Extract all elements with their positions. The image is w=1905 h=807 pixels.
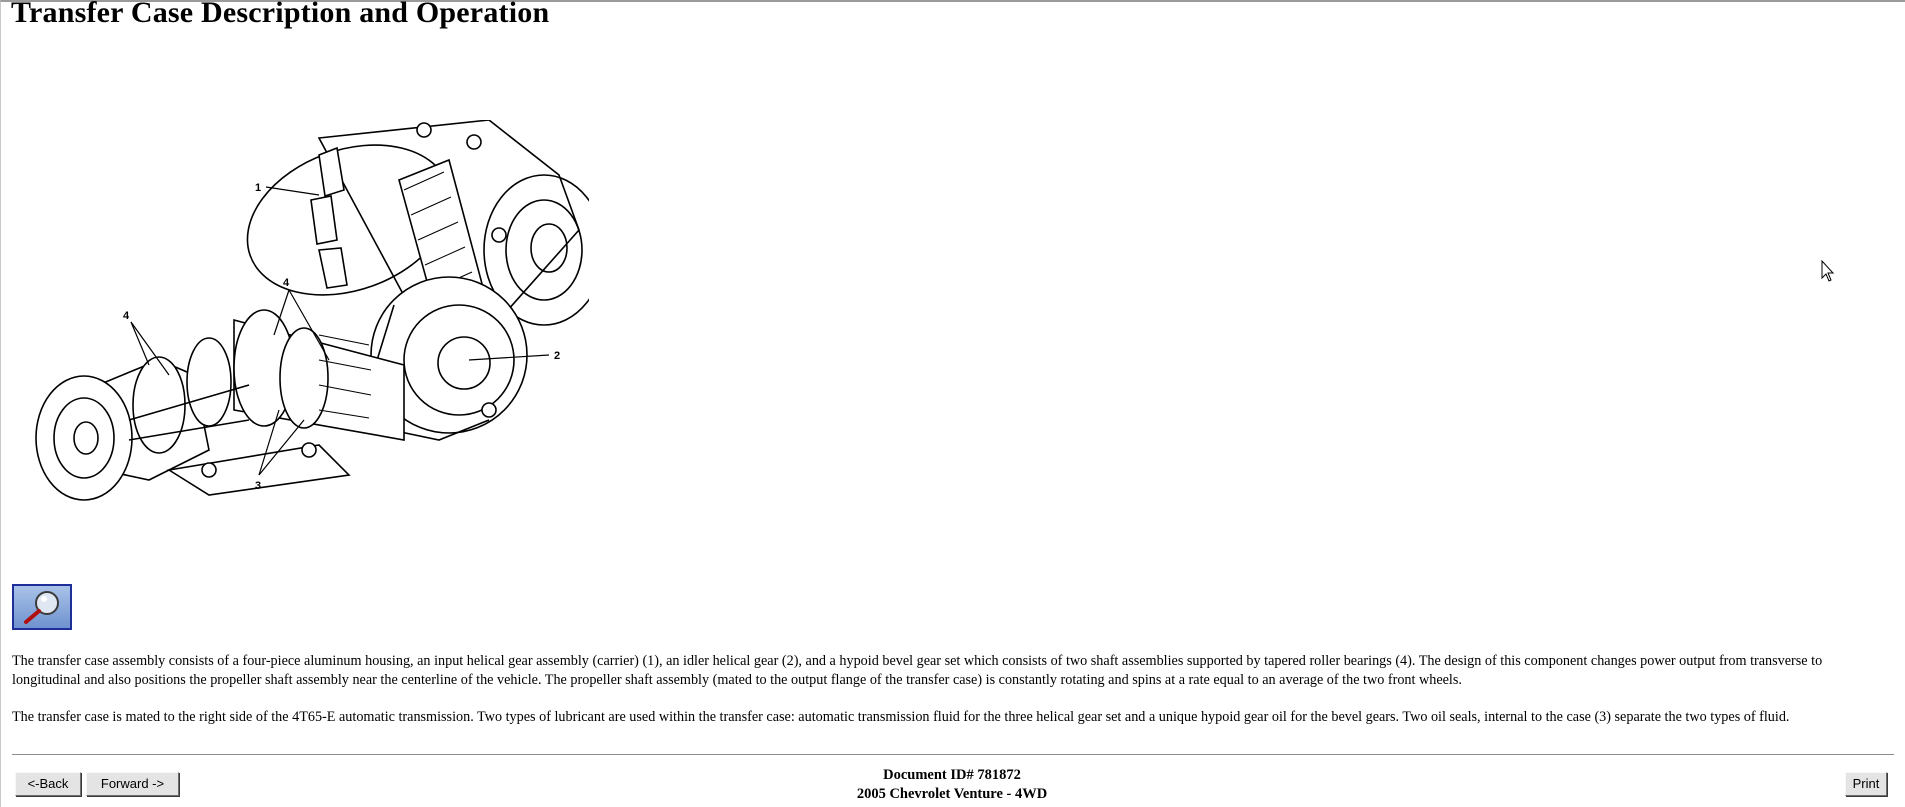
callout-2: 2 — [554, 350, 561, 362]
forward-button[interactable]: Forward -> — [86, 772, 179, 796]
zoom-image-button[interactable] — [12, 584, 72, 630]
transfer-case-illustration — [19, 120, 589, 525]
back-button[interactable]: <-Back — [15, 772, 81, 796]
callout-4-center: 4 — [283, 277, 290, 289]
page-title: Transfer Case Description and Operation — [11, 0, 550, 29]
print-button[interactable]: Print — [1845, 772, 1887, 796]
body-paragraph-1: The transfer case assembly consists of a four-piece aluminum housing, an input helical gear assembly (carrier) (1), an idler helical gear (2), and a hypoid bevel gear set which consists of two shaft assemblies supported by tapered roller bearings (4). The design of this component changes power output from transverse to longitudinal and also positions the propeller shaft assembly near the centerline of the vehicle. The propeller shaft assembly (mated to the output flange of the transfer case) is constantly rotating and spins at a rate equal to an average of the two front wheels. — [12, 653, 1823, 688]
callout-4-left: 4 — [123, 310, 130, 322]
callout-1: 1 — [255, 182, 262, 194]
document-info — [752, 766, 1152, 804]
magnifier-icon — [14, 586, 70, 628]
document-id: Document ID# 781872 — [883, 767, 1021, 783]
body-paragraph-2: The transfer case is mated to the right side of the 4T65-E automatic transmission. Two types of lubricant are used within the transfer case: automatic transmission fluid for the three helical gear set and a unique hypoid gear oil for the bevel gears. Two oil seals, internal to the case (3) separate the two types of fluid. — [12, 709, 1790, 725]
callout-3: 3 — [255, 480, 262, 492]
footer-divider — [12, 754, 1894, 755]
vehicle-label: 2005 Chevrolet Venture - 4WD — [856, 786, 1048, 802]
mouse-pointer-icon — [1821, 260, 1837, 284]
